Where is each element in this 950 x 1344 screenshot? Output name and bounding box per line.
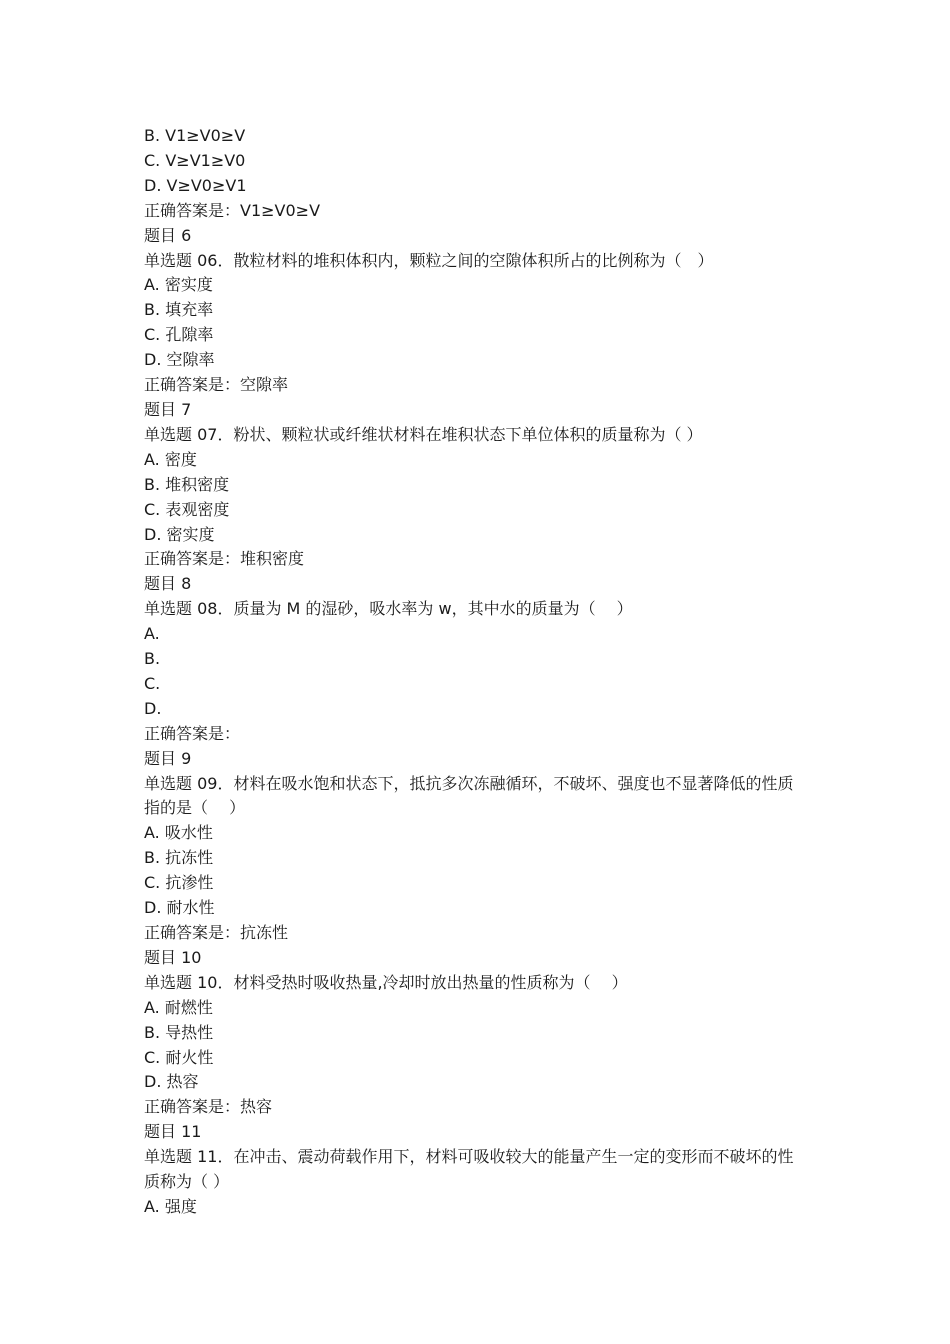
correct-answer: 正确答案是：空隙率 [144,375,289,395]
option-c: C. 表观密度 [144,499,230,519]
question-heading: 题目 6 [144,225,192,245]
document-page [144,124,816,1220]
option-a: A. [144,624,160,644]
option-c: C. 孔隙率 [144,325,214,345]
question-heading: 题目 9 [144,748,192,768]
option-a: A. 强度 [144,1196,197,1216]
option-d: D. V≥V0≥V1 [144,175,247,195]
question-heading: 题目 11 [144,1122,202,1142]
correct-answer: 正确答案是：抗冻性 [144,923,289,942]
question-text-continued: 指的是（ ） [144,798,246,818]
option-b: B. 抗冻性 [144,848,214,868]
correct-answer: 正确答案是：堆积密度 [144,549,305,569]
question-text: 单选题 06．散粒材料的堆积体积内，颗粒之间的空隙体积所占的比例称为（ ） [144,250,714,270]
option-b: B. 填充率 [144,300,214,320]
option-b: B. 导热性 [144,1022,214,1042]
question-heading: 题目 10 [144,947,202,967]
option-c: C. V≥V1≥V0 [144,150,246,170]
question-text: 单选题 08．质量为 M 的湿砂，吸水率为 w，其中水的质量为（ ） [144,599,633,619]
option-b: B. 堆积密度 [144,474,230,494]
question-heading: 题目 8 [144,574,192,594]
option-c: C. [144,673,161,693]
option-b: B. V1≥V0≥V [144,126,246,145]
option-a: A. 吸水性 [144,823,213,843]
option-d: D. [144,698,162,718]
correct-answer: 正确答案是：热容 [144,1097,273,1117]
question-text: 单选题 07．粉状、颗粒状或纤维状材料在堆积状态下单位体积的质量称为（ ） [144,424,703,444]
option-c: C. 抗渗性 [144,873,214,893]
question-heading: 题目 7 [144,399,192,419]
option-c: C. 耐火性 [144,1047,214,1067]
question-text: 单选题 09．材料在吸水饱和状态下，抵抗多次冻融循环，不破坏、强度也不显著降低的性质 [144,773,794,793]
correct-answer: 正确答案是：V1≥V0≥V [144,200,321,220]
option-d: D. 热容 [144,1072,199,1092]
correct-answer: 正确答案是： [144,723,241,743]
question-text: 单选题 11．在冲击、震动荷载作用下，材料可吸收较大的能量产生一定的变形而不破坏的性 [144,1147,794,1167]
option-d: D. 空隙率 [144,350,215,370]
question-text: 单选题 10．材料受热时吸收热量,冷却时放出热量的性质称为（ ） [144,972,628,992]
option-a: A. 耐燃性 [144,997,213,1017]
option-d: D. 耐水性 [144,898,215,918]
option-a: A. 密实度 [144,275,213,295]
option-b: B. [144,649,161,669]
option-a: A. 密度 [144,449,197,469]
option-d: D. 密实度 [144,524,215,544]
question-text-continued: 质称为（ ） [144,1172,230,1192]
